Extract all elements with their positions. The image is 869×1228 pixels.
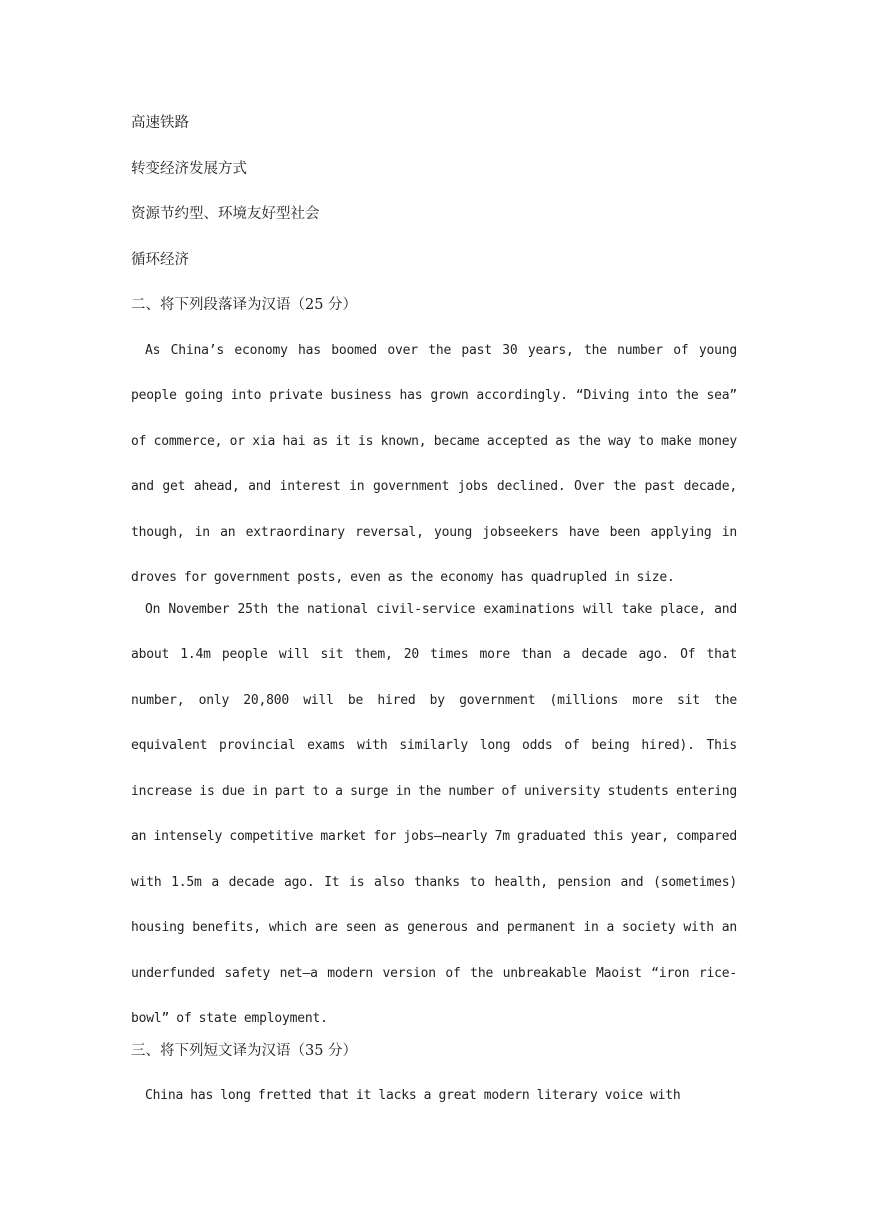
section-2-paragraph-2: On November 25th the national civil-service examinations will take place, and about 1.4m people will sit them, 20 times more than a decade ago. Of that number, only 20,800 will be hired by government (millions more sit the equivalent provincial exams with similarly long odds of being hired). This increase is due in part to a surge in the number of university students entering an intensely competitive market for jobs—nearly 7m graduated this year, compared with 1.5m a decade ago. It is also thanks to health, pension and (sometimes) housing benefits, which are seen as generous and permanent in a society with an underfunded safety net—a modern version of the unbreakable Maoist “iron rice-bowl” of state employment.	[131, 601, 737, 1026]
section-2-heading: 二、将下列段落译为汉语（25 分）	[131, 297, 358, 313]
term-high-speed-rail: 高速铁路	[131, 115, 189, 131]
section-2-paragraph-1: As China’s economy has boomed over the past 30 years, the number of young people going into private business has grown accordingly. “Diving into the sea” of commerce, or xia hai as it is known, became accepted as the way to make money and get ahead, and interest in government jobs declined. Over the past decade, though, in an extraordinary reversal, young jobseekers have been applying in droves for government posts, even as the economy has quadrupled in size.	[131, 342, 737, 585]
term-resource-saving-society: 资源节约型、环境友好型社会	[131, 206, 320, 222]
term-economic-development-mode: 转变经济发展方式	[131, 160, 247, 177]
section-3-heading: 三、将下列短文译为汉语（35 分）	[131, 1042, 358, 1059]
document-page	[131, 114, 737, 1105]
term-circular-economy: 循环经济	[131, 251, 189, 268]
section-3-paragraph-1: China has long fretted that it lacks a great modern literary voice with	[145, 1088, 681, 1103]
